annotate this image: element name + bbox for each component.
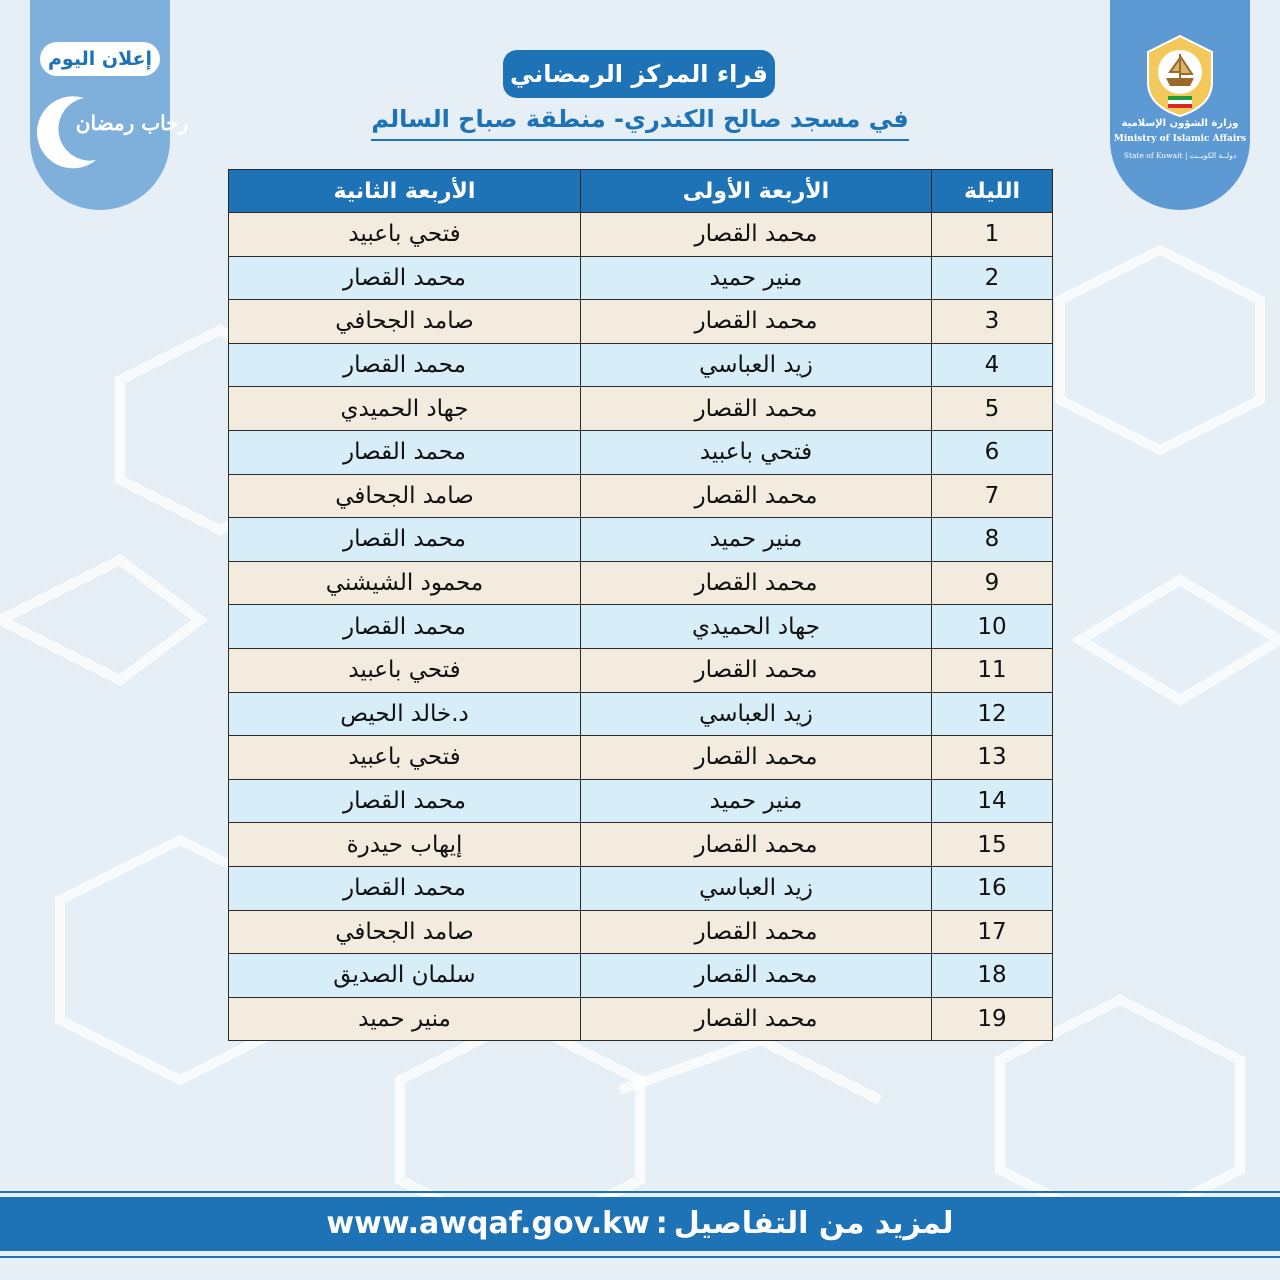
table-row <box>229 474 1053 518</box>
table-row <box>229 561 1053 605</box>
second-reader-cell: محمد القصار <box>229 518 581 562</box>
first-reader-cell: محمد القصار <box>581 648 932 692</box>
night-cell: 14 <box>932 779 1053 823</box>
kuwait-emblem-icon <box>1138 30 1222 118</box>
footer-top-rule <box>0 1191 1280 1193</box>
first-reader-cell: محمد القصار <box>581 823 932 867</box>
footer-bottom-rule <box>0 1256 1280 1258</box>
table-row <box>229 823 1053 867</box>
footer-separator: : <box>655 1206 668 1241</box>
table-row <box>229 213 1053 257</box>
night-cell: 17 <box>932 910 1053 954</box>
table-row <box>229 648 1053 692</box>
second-reader-cell: محمد القصار <box>229 256 581 300</box>
first-reader-cell: محمد القصار <box>581 561 932 605</box>
night-cell: 6 <box>932 430 1053 474</box>
night-cell: 5 <box>932 387 1053 431</box>
first-reader-cell: جهاد الحميدي <box>581 605 932 649</box>
footer-label: لمزيد من التفاصيل <box>673 1206 954 1241</box>
column-header-first-four: الأربعة الأولى <box>581 170 932 213</box>
table-row <box>229 518 1053 562</box>
second-reader-cell: محمد القصار <box>229 605 581 649</box>
column-header-night: الليلة <box>932 170 1053 213</box>
readers-schedule-table <box>228 169 1053 1041</box>
table-row <box>229 387 1053 431</box>
second-reader-cell: محمود الشيشني <box>229 561 581 605</box>
table-header-row <box>229 170 1053 213</box>
first-reader-cell: محمد القصار <box>581 474 932 518</box>
state-english: State of Kuwait <box>1123 151 1183 160</box>
second-reader-cell: منير حميد <box>229 997 581 1041</box>
table-row <box>229 954 1053 998</box>
second-reader-cell: محمد القصار <box>229 779 581 823</box>
column-header-second-four: الأربعة الثانية <box>229 170 581 213</box>
announcement-pill: إعلان اليوم <box>40 42 160 76</box>
first-reader-cell: محمد القصار <box>581 213 932 257</box>
night-cell: 8 <box>932 518 1053 562</box>
second-reader-cell: سلمان الصديق <box>229 954 581 998</box>
table-row <box>229 605 1053 649</box>
second-reader-cell: فتحي باعبيد <box>229 648 581 692</box>
second-reader-cell: صامد الجحافي <box>229 474 581 518</box>
second-reader-cell: صامد الجحافي <box>229 910 581 954</box>
night-cell: 12 <box>932 692 1053 736</box>
second-reader-cell: فتحي باعبيد <box>229 736 581 780</box>
subtitle-text: في مسجد صالح الكندري- منطقة صباح السالم <box>371 105 908 141</box>
table-row <box>229 997 1053 1041</box>
state-arabic: دولــة الكويــت <box>1189 151 1237 160</box>
table-row <box>229 910 1053 954</box>
page-title: قراء المركز الرمضاني <box>503 50 775 98</box>
table-row <box>229 300 1053 344</box>
first-reader-cell: منير حميد <box>581 779 932 823</box>
state-line: State of Kuwait | دولــة الكويــت <box>1123 151 1237 160</box>
website-link[interactable]: www.awqaf.gov.kw <box>326 1206 650 1241</box>
second-reader-cell: صامد الجحافي <box>229 300 581 344</box>
table-row <box>229 692 1053 736</box>
footer-bar <box>0 1197 1280 1251</box>
second-reader-cell: محمد القصار <box>229 866 581 910</box>
second-reader-cell: محمد القصار <box>229 430 581 474</box>
second-reader-cell: فتحي باعبيد <box>229 213 581 257</box>
ramadan-badge <box>30 0 189 210</box>
table-row <box>229 343 1053 387</box>
second-reader-cell: محمد القصار <box>229 343 581 387</box>
table-row <box>229 866 1053 910</box>
first-reader-cell: منير حميد <box>581 518 932 562</box>
first-reader-cell: محمد القصار <box>581 300 932 344</box>
first-reader-cell: زيد العباسي <box>581 866 932 910</box>
night-cell: 1 <box>932 213 1053 257</box>
second-reader-cell: جهاد الحميدي <box>229 387 581 431</box>
night-cell: 11 <box>932 648 1053 692</box>
ministry-arabic-name: وزارة الشؤون الإسلامية <box>1121 118 1239 129</box>
first-reader-cell: محمد القصار <box>581 997 932 1041</box>
night-cell: 9 <box>932 561 1053 605</box>
first-reader-cell: محمد القصار <box>581 910 932 954</box>
night-cell: 7 <box>932 474 1053 518</box>
first-reader-cell: زيد العباسي <box>581 692 932 736</box>
table-row <box>229 256 1053 300</box>
page-subtitle <box>340 105 940 141</box>
second-reader-cell: د.خالد الحيص <box>229 692 581 736</box>
night-cell: 15 <box>932 823 1053 867</box>
ministry-badge <box>1110 0 1250 210</box>
ministry-english-name: Ministry of Islamic Affairs <box>1113 134 1247 144</box>
second-reader-cell: إيهاب حيدرة <box>229 823 581 867</box>
first-reader-cell: زيد العباسي <box>581 343 932 387</box>
first-reader-cell: محمد القصار <box>581 954 932 998</box>
logo-text: رحاب رمضان <box>75 111 189 135</box>
table-row <box>229 430 1053 474</box>
table-row <box>229 779 1053 823</box>
night-cell: 10 <box>932 605 1053 649</box>
night-cell: 18 <box>932 954 1053 998</box>
night-cell: 13 <box>932 736 1053 780</box>
ramadan-logo-icon <box>40 82 189 182</box>
table-row <box>229 736 1053 780</box>
night-cell: 16 <box>932 866 1053 910</box>
first-reader-cell: منير حميد <box>581 256 932 300</box>
first-reader-cell: فتحي باعبيد <box>581 430 932 474</box>
night-cell: 4 <box>932 343 1053 387</box>
night-cell: 3 <box>932 300 1053 344</box>
night-cell: 2 <box>932 256 1053 300</box>
first-reader-cell: محمد القصار <box>581 387 932 431</box>
night-cell: 19 <box>932 997 1053 1041</box>
first-reader-cell: محمد القصار <box>581 736 932 780</box>
